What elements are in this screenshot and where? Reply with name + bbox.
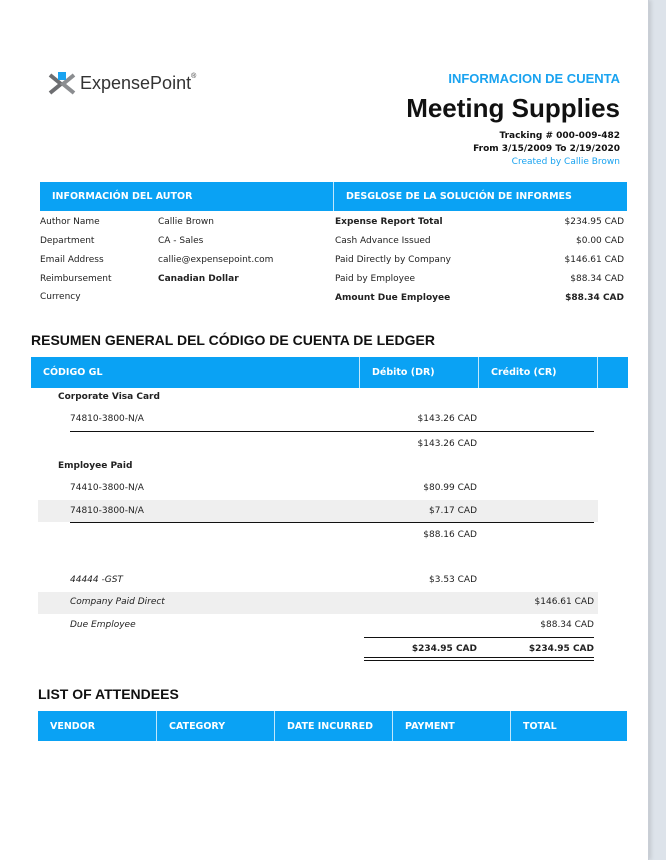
attendees-section-title: LIST OF ATTENDEES [38,686,179,702]
amount-due-label: Amount Due Employee [335,293,451,303]
cash-advance-value: $0.00 CAD [576,236,624,246]
paid-company-label: Paid Directly by Company [335,255,451,265]
paid-company-value: $146.61 CAD [564,255,624,265]
total-credit: $234.95 CAD [528,644,594,654]
ledger-row-debit: $143.26 CAD [417,414,477,424]
info-header-bar [40,182,627,211]
divider [70,431,594,432]
ledger-row-debit: $7.17 CAD [429,506,477,516]
col-debit: Débito (DR) [359,357,478,388]
company-paid-credit: $146.61 CAD [534,597,594,607]
created-by-link[interactable]: Created by Callie Brown [511,157,620,167]
col-total: TOTAL [510,711,627,741]
tracking-number: Tracking # 000-009-482 [499,131,620,141]
divider [70,522,594,523]
due-employee-label: Due Employee [70,620,136,630]
cash-advance-label: Cash Advance Issued [335,236,431,246]
group-corporate-visa: Corporate Visa Card [58,392,160,402]
page-title: Meeting Supplies [406,93,620,123]
ledger-row-debit: $80.99 CAD [423,483,477,493]
divider [364,637,594,638]
amount-due-value: $88.34 CAD [565,293,624,303]
group-employee-paid: Employee Paid [58,461,133,471]
logo-mark-icon [48,70,76,98]
due-employee-credit: $88.34 CAD [540,620,594,630]
department-label: Department [40,236,95,246]
brand-name: ExpensePoint® [80,73,197,93]
ledger-row-code: 74410-3800-N/A [70,483,144,493]
date-range: From 3/15/2009 To 2/19/2020 [473,144,620,154]
group-subtotal-debit: $143.26 CAD [417,439,477,449]
col-spacer [597,357,628,388]
reimbursement-label: Reimbursement [40,274,112,284]
reimbursement-value: Canadian Dollar [158,274,239,284]
email-value[interactable]: callie@expensepoint.com [158,255,274,265]
col-credit: Crédito (CR) [478,357,597,388]
ledger-section-title: RESUMEN GENERAL DEL CÓDIGO DE CUENTA DE LEDGER [31,332,435,348]
col-category: CATEGORY [156,711,274,741]
author-name-value: Callie Brown [158,217,214,227]
double-underline [364,660,594,661]
author-panel-heading: INFORMACIÓN DEL AUTOR [52,191,193,202]
total-debit: $234.95 CAD [411,644,477,654]
author-name-label: Author Name [40,217,100,227]
currency-label: Currency [40,292,81,302]
attendees-header-bar [38,711,627,741]
ledger-row-code: 74810-3800-N/A [70,506,144,516]
page-subtitle: INFORMACION DE CUENTA [448,71,620,86]
group-subtotal-debit: $88.16 CAD [423,530,477,540]
breakdown-panel-heading: DESGLOSE DE LA SOLUCIÓN DE INFORMES [333,182,627,211]
col-date-incurred: DATE INCURRED [274,711,392,741]
email-label: Email Address [40,255,104,265]
company-paid-label: Company Paid Direct [70,597,165,607]
col-vendor: VENDOR [50,720,96,732]
expense-total-value: $234.95 CAD [564,217,624,227]
ledger-row-code: 74810-3800-N/A [70,414,144,424]
gst-code: 44444 -GST [70,575,123,585]
gst-debit: $3.53 CAD [429,575,477,585]
department-value: CA - Sales [158,236,204,246]
double-underline [364,657,594,658]
col-payment: PAYMENT [392,711,510,741]
paid-employee-label: Paid by Employee [335,274,416,284]
expensepoint-logo [48,70,218,100]
paid-employee-value: $88.34 CAD [570,274,624,284]
expense-total-label: Expense Report Total [335,217,443,227]
col-gl-code: CÓDIGO GL [43,367,103,378]
ledger-header-bar [31,357,628,388]
